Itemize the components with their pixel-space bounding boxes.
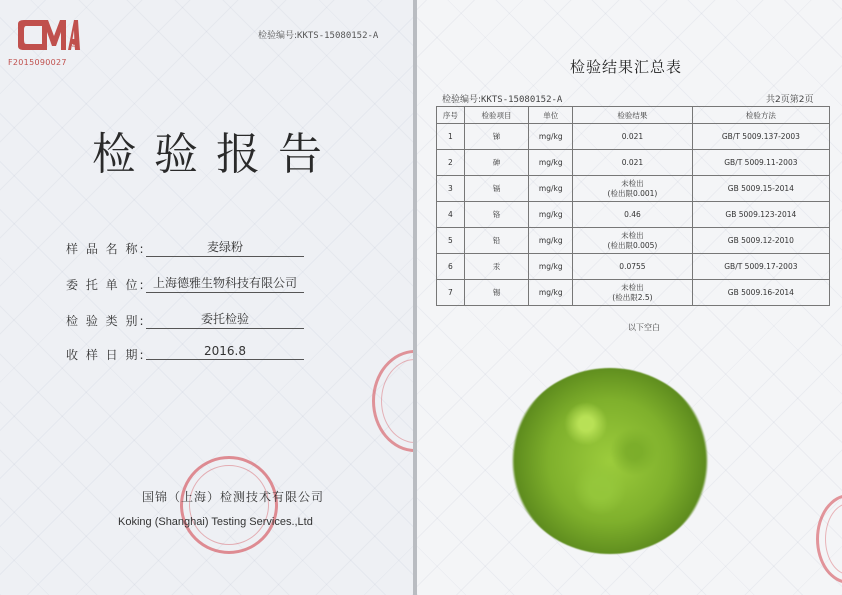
unit-cell: mg/kg (529, 280, 573, 306)
unit-cell: mg/kg (529, 202, 573, 228)
table-row (437, 176, 830, 202)
method-cell: GB/T 5009.137-2003 (692, 124, 829, 150)
table-body (437, 124, 830, 306)
result-value: 未检出 (621, 282, 644, 292)
field-label: 样 品 名 称: (66, 242, 146, 256)
registered-mark: ® (70, 40, 78, 49)
field-value: 麦绿粉 (146, 238, 304, 257)
method-cell: GB 5009.16-2014 (692, 280, 829, 306)
unit-cell: mg/kg (529, 254, 573, 280)
result-value: 0.021 (621, 131, 644, 141)
table-row (437, 228, 830, 254)
results-title: 检验结果汇总表 (570, 58, 683, 76)
report-number-label: 检验编号: (442, 95, 482, 105)
test-item-cell: 汞 (464, 254, 529, 280)
red-seal-stamp (180, 456, 278, 554)
result-cell (573, 202, 693, 228)
test-item-cell: 铬 (464, 202, 529, 228)
result-cell (573, 150, 693, 176)
green-powder-photo (510, 368, 710, 554)
table-row (437, 150, 830, 176)
field-sample-name (66, 240, 243, 257)
result-value: 未检出 (621, 178, 644, 188)
detection-limit: (检出限2.5) (612, 292, 653, 302)
test-item-cell: 锡 (464, 280, 529, 306)
company-name-en: Koking (Shanghai) Testing Services.,Ltd (118, 516, 313, 528)
row-number-cell: 5 (437, 228, 465, 254)
column-header: 检验方法 (692, 107, 829, 124)
detection-limit: (检出限0.001) (607, 188, 658, 198)
row-number-cell: 6 (437, 254, 465, 280)
unit-cell: mg/kg (529, 228, 573, 254)
method-cell: GB 5009.15-2014 (692, 176, 829, 202)
table-header-row (437, 107, 830, 124)
report-title: 检验报告 (92, 129, 340, 180)
report-number-value: KKTS-15080152-A (297, 31, 379, 41)
table-row (437, 202, 830, 228)
red-seal-stamp (372, 350, 413, 452)
field-receipt-date (66, 344, 246, 363)
page-indicator: 共2页第2页 (766, 95, 814, 105)
field-label: 检 验 类 别: (66, 314, 146, 328)
results-table (436, 106, 830, 306)
row-number-cell: 7 (437, 280, 465, 306)
report-number (258, 28, 378, 41)
unit-cell: mg/kg (529, 124, 573, 150)
column-header: 检验项目 (464, 107, 529, 124)
table-row (437, 254, 830, 280)
row-number-cell: 2 (437, 150, 465, 176)
test-item-cell: 镉 (464, 176, 529, 202)
company-name-cn: 国锦（上海）检测技术有限公司 (142, 490, 325, 504)
unit-cell: mg/kg (529, 176, 573, 202)
table-row (437, 124, 830, 150)
report-number-value: KKTS-15080152-A (481, 95, 563, 105)
blank-below-note: 以下空白 (628, 323, 660, 332)
field-value: 上海德雅生物科技有限公司 (146, 274, 304, 293)
row-number-cell: 4 (437, 202, 465, 228)
method-cell: GB 5009.12-2010 (692, 228, 829, 254)
column-header: 检验结果 (573, 107, 693, 124)
field-label: 委 托 单 位: (66, 278, 146, 292)
table-row (437, 280, 830, 306)
result-cell (573, 124, 693, 150)
column-header: 单位 (529, 107, 573, 124)
row-number-cell: 1 (437, 124, 465, 150)
method-cell: GB/T 5009.11-2003 (692, 150, 829, 176)
test-item-cell: 砷 (464, 150, 529, 176)
result-cell (573, 254, 693, 280)
report-cover-page (0, 0, 413, 595)
result-value: 0.46 (624, 209, 641, 219)
result-value: 0.0755 (619, 261, 646, 271)
method-cell: GB/T 5009.17-2003 (692, 254, 829, 280)
report-number (442, 92, 562, 105)
detection-limit: (检出限0.005) (607, 240, 658, 250)
row-number-cell: 3 (437, 176, 465, 202)
field-label: 收 样 日 期: (66, 348, 146, 362)
field-client (66, 276, 297, 293)
test-item-cell: 锑 (464, 124, 529, 150)
result-cell (573, 280, 693, 306)
unit-cell: mg/kg (529, 150, 573, 176)
result-value: 0.021 (621, 157, 644, 167)
result-cell (573, 176, 693, 202)
cma-code: F2015090027 (8, 58, 67, 67)
result-value: 未检出 (621, 230, 644, 240)
test-item-cell: 铅 (464, 228, 529, 254)
report-number-label: 检验编号: (258, 31, 298, 41)
result-cell (573, 228, 693, 254)
field-value: 2016.8 (146, 344, 304, 360)
field-test-type (66, 312, 249, 329)
column-header: 序号 (437, 107, 465, 124)
method-cell: GB 5009.123-2014 (692, 202, 829, 228)
field-value: 委托检验 (146, 310, 304, 329)
